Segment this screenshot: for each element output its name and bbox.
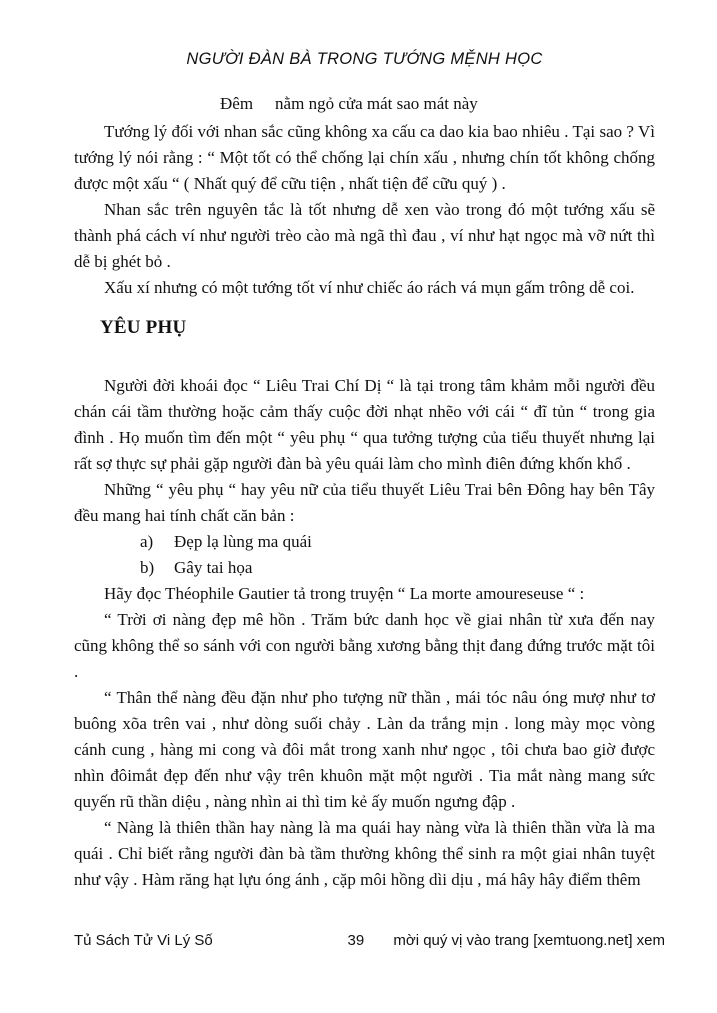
list-item-text: Gây tai họa <box>174 558 253 577</box>
paragraph: Nhan sắc trên nguyên tắc là tốt nhưng dễ xen vào trong đó một tướng xấu sẽ thành phá cách ví như người trèo cào mà ngã thì đau , ví như hạt ngọc mà vỡ nứt thì dễ bị ghét bỏ . <box>74 200 655 271</box>
paragraph: Hãy đọc Théophile Gautier tả trong truyện “ La morte amoureseuse “ : <box>104 584 585 603</box>
paragraph: Xấu xí nhưng có một tướng tốt ví như chiếc áo rách vá mụn gấm trông dễ coi. <box>104 278 635 297</box>
paragraph: “ Nàng là thiên thần hay nàng là ma quái hay nàng vừa là thiên thần vừa là ma quái . Chỉ biết rằng người đàn bà tầm thường không thể sinh ra một giai nhân tuyệt như vậy . Hàm răng hạt lựu óng ánh , cặp môi hồng dìi dịu , má hây hây điểm thêm <box>74 818 655 889</box>
paragraph: “ Trời ơi nàng đẹp mê hồn . Trăm bức danh học về giai nhân từ xưa đến nay cũng không thể so sánh với con người bằng xương bằng thịt đang đứng trước mặt tôi . <box>74 610 655 681</box>
paragraph: Người đời khoái đọc “ Liêu Trai Chí Dị “ là tại trong tâm khảm mỗi người đều chán cái tầm thường hoặc cảm thấy cuộc đời nhạt nhẽo với cái “ đĩ tủn “ trong gia đình . Họ muốn tìm đến một “ yêu phụ “ qua tưởng tượng của tiểu thuyết nhưng lại rất sợ thực sự phải gặp người đàn bà yêu quái làm cho mình điên đứng khốn khổ . <box>74 376 655 473</box>
paragraph: “ Thân thể nàng đều đặn như pho tượng nữ thần , mái tóc nâu óng mượ như tơ buông xõa trên vai , như dòng suối chảy . Làn da trắng mịn . long mày mọc vòng cánh cung , hàng mi cong và đôi mắt trong xanh như ngọc , tôi chưa bao giờ được nhìn đôimắt đẹp đến như vậy trên khuôn mặt một người . Tia mắt nàng mang sức quyến rũ thần diệu , nàng nhìn ai thì tim kẻ ấy muốn ngưng đập . <box>74 688 655 811</box>
list-item <box>140 529 655 555</box>
footer-book-title: Tủ Sách Tử Vi Lý Số <box>74 932 213 949</box>
list-item-marker: a) <box>140 532 154 551</box>
poem-rest: nằm ngỏ cửa mát sao mát này <box>275 94 478 113</box>
page-footer <box>74 932 665 949</box>
list-item-text: Đẹp lạ lùng ma quái <box>174 532 312 551</box>
paragraph: Tướng lý đối với nhan sắc cũng không xa cấu ca dao kia bao nhiêu . Tại sao ? Vì tướng lý nói rằng : “ Một tốt có thể chống lại chín xấu , nhưng chín tốt không chống được một xấu “ ( Nhất quý để cữu tiện , nhất tiện để cữu quý ) . <box>74 122 655 193</box>
list-item <box>140 555 655 581</box>
page-content <box>74 50 655 893</box>
list-item-marker: b) <box>140 558 155 577</box>
poem-lead-word: Đêm <box>220 94 254 113</box>
trait-list <box>74 529 655 581</box>
poem-line <box>220 89 655 119</box>
footer-page-number: 39 <box>347 932 365 949</box>
document-title: NGƯỜI ĐÀN BÀ TRONG TƯỚNG MỆNH HỌC <box>186 50 543 68</box>
footer-site-note: mời quý vị vào trang [xemtuong.net] xem <box>393 932 665 949</box>
paragraph: Những “ yêu phụ “ hay yêu nữ của tiểu thuyết Liêu Trai bên Đông hay bên Tây đều mang hai tính chất căn bản : <box>74 480 655 525</box>
section-heading: YÊU PHỤ <box>100 317 187 338</box>
